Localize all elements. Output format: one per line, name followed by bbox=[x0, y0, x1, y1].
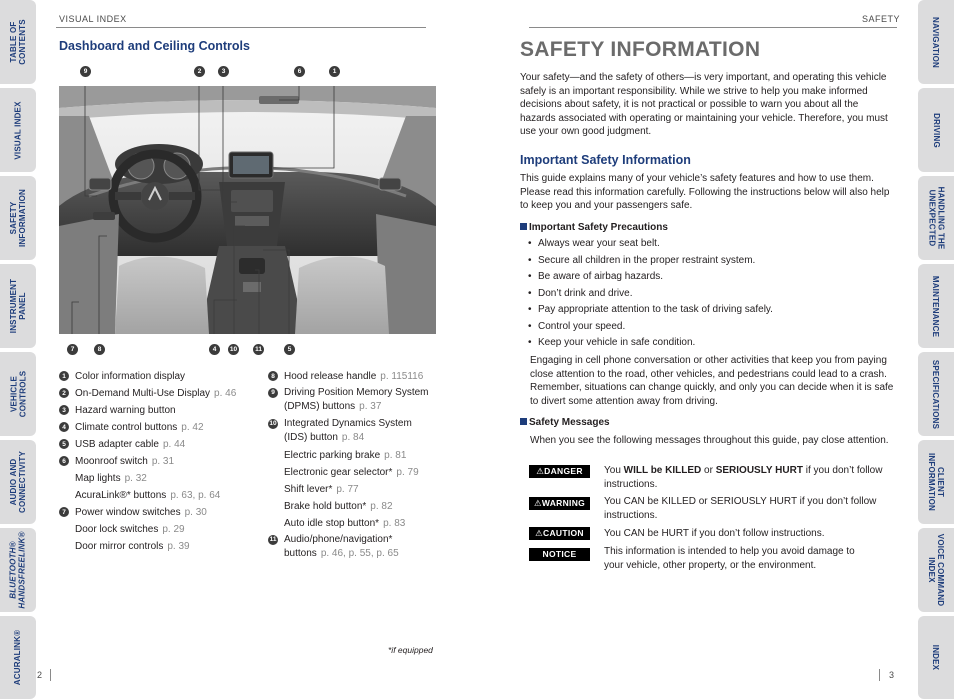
callout-5: 5 bbox=[284, 344, 295, 355]
legend-item: 9 Driving Position Memory System (DPMS) buttons p. 37 bbox=[268, 385, 436, 416]
danger-signal: ⚠ DANGER bbox=[529, 465, 590, 478]
legend-item: 1 Color information display bbox=[59, 368, 264, 385]
right-page-number-bar bbox=[879, 669, 880, 681]
legend-item: 8 Hood release handle p. 115116 bbox=[268, 368, 436, 385]
callout-6: 6 bbox=[294, 66, 305, 77]
list-item: • Control your speed. bbox=[520, 319, 900, 336]
list-item: • Secure all children in the proper restraint system. bbox=[520, 253, 900, 270]
tab-specifications[interactable]: SPECIFICATIONS bbox=[918, 352, 954, 436]
callout-8: 8 bbox=[94, 344, 105, 355]
tab-client-information[interactable]: CLIENT INFORMATION bbox=[918, 440, 954, 524]
tab-driving[interactable]: DRIVING bbox=[918, 88, 954, 172]
caution-text: You CAN be HURT if you don’t follow instructions. bbox=[604, 528, 825, 539]
left-page-number: 2 bbox=[37, 670, 43, 680]
precautions-heading: Important Safety Precautions bbox=[520, 222, 668, 233]
important-safety-title: Important Safety Information bbox=[520, 153, 691, 167]
footnote: *if equipped bbox=[388, 645, 433, 655]
list-item: • Keep your vehicle in safe condition. bbox=[520, 335, 900, 352]
tab-index[interactable]: INDEX bbox=[918, 616, 954, 699]
tab-voice-command-index[interactable]: VOICE COMMAND INDEX bbox=[918, 528, 954, 612]
legend-item: 10 Integrated Dynamics System (IDS) button p. 84 bbox=[269, 418, 412, 443]
list-item: • Be aware of airbag hazards. bbox=[520, 269, 900, 286]
tab-navigation[interactable]: NAVIGATION bbox=[918, 0, 954, 84]
legend-item: Door lock switches p. 29 bbox=[75, 524, 185, 535]
heading-marker bbox=[520, 418, 527, 425]
right-page-number: 3 bbox=[889, 670, 895, 680]
legend-item: 11 Audio/phone/navigation* buttons p. 46, p. 55, p. 65 bbox=[269, 534, 399, 559]
left-page-number-bar bbox=[50, 669, 51, 681]
legend-item: 5 USB adapter cable p. 44 bbox=[59, 436, 264, 453]
callout-9: 9 bbox=[80, 66, 91, 77]
legend-item: 6 Moonroof switch p. 31 bbox=[59, 453, 264, 470]
page-title: SAFETY INFORMATION bbox=[520, 38, 761, 61]
legend-item: Brake hold button* p. 82 bbox=[284, 501, 393, 512]
tab-acuralink[interactable]: ACURALINK® bbox=[0, 616, 36, 699]
tab-bluetooth-handsfreelink[interactable]: BLUETOOTH® HANDSFREELINK® bbox=[0, 528, 36, 612]
legend-item: Electric parking brake p. 81 bbox=[284, 450, 407, 461]
right-running-header: SAFETY bbox=[862, 14, 901, 24]
safety-messages-heading: Safety Messages bbox=[520, 417, 610, 428]
caution-signal: ⚠ CAUTION bbox=[529, 527, 590, 540]
legend-item: Electronic gear selector* p. 79 bbox=[284, 467, 419, 478]
precautions-list bbox=[520, 236, 900, 352]
list-item: • Always wear your seat belt. bbox=[520, 236, 900, 253]
legend-item: Map lights p. 32 bbox=[75, 473, 147, 484]
right-header-rule bbox=[529, 27, 897, 28]
left-running-header: VISUAL INDEX bbox=[59, 14, 127, 24]
heading-marker bbox=[520, 223, 527, 230]
section-intro: This guide explains many of your vehicle’s safety features and how to use them. Please read this information carefully. Following the instructions below will also help to keep you and your passengers safe. bbox=[520, 173, 890, 211]
dashboard-section-title: Dashboard and Ceiling Controls bbox=[59, 39, 250, 53]
messages-intro: When you see the following messages throughout this guide, pay close attention. bbox=[530, 435, 889, 446]
tab-table-of-contents[interactable]: TABLE OF CONTENTS bbox=[0, 0, 36, 84]
intro-paragraph: Your safety—and the safety of others—is very important, and operating this vehicle safely is an important responsibility. While we strive to help you make informed decisions about safety, it is not practical or possible to warn you about all the hazards associated with operating or maintaining your vehicle. Therefore, you must use your own good judgment. bbox=[520, 72, 888, 137]
tab-safety-information[interactable]: SAFETY INFORMATION bbox=[0, 176, 36, 260]
callout-2: 2 bbox=[194, 66, 205, 77]
danger-text: You WILL be KILLED or SERIOUSLY HURT if you don’t follow instructions. bbox=[604, 465, 883, 490]
legend-item: Door mirror controls p. 39 bbox=[75, 541, 190, 552]
right-chapter-tabs bbox=[918, 0, 954, 699]
callout-10: 10 bbox=[229, 346, 238, 353]
callout-11: 11 bbox=[253, 344, 264, 355]
legend-item: AcuraLink®* buttons p. 63, p. 64 bbox=[75, 490, 221, 501]
legend-item: Auto idle stop button* p. 83 bbox=[284, 518, 406, 529]
warning-signal: ⚠ WARNING bbox=[529, 497, 590, 510]
warning-triangle-icon: ⚠ bbox=[535, 527, 544, 538]
legend-column-1 bbox=[59, 368, 264, 555]
notice-text: This information is intended to help you avoid damage to your vehicle, other property, or the environment. bbox=[604, 546, 855, 571]
precautions-note: Engaging in cell phone conversation or other activities that keep you from paying close attention to the road, other vehicles, and pedestrians could lead to a crash. Remember, situations can change quickly, and only you can decide when it is safe to divert some attention away from driving. bbox=[530, 355, 894, 407]
list-item: • Don’t drink and drive. bbox=[520, 286, 900, 303]
legend-item: Shift lever* p. 77 bbox=[284, 484, 359, 495]
tab-visual-index[interactable]: VISUAL INDEX bbox=[0, 88, 36, 172]
legend-item: 4 Climate control buttons p. 42 bbox=[59, 419, 264, 436]
dashboard-illustration bbox=[59, 86, 436, 334]
notice-signal: NOTICE bbox=[529, 548, 590, 561]
list-item: • Pay appropriate attention to the task of driving safely. bbox=[520, 302, 900, 319]
tab-handling-the-unexpected[interactable]: HANDLING THE UNEXPECTED bbox=[918, 176, 954, 260]
legend-column-2 bbox=[268, 368, 436, 563]
tab-vehicle-controls[interactable]: VEHICLE CONTROLS bbox=[0, 352, 36, 436]
warning-triangle-icon: ⚠ bbox=[536, 465, 545, 476]
left-chapter-tabs bbox=[0, 0, 36, 699]
left-header-rule bbox=[56, 27, 426, 28]
tab-audio-and-connectivity[interactable]: AUDIO AND CONNECTIVITY bbox=[0, 440, 36, 524]
legend-item: 7 Power window switches p. 30 bbox=[59, 504, 264, 521]
legend-item: 3 Hazard warning button bbox=[59, 402, 264, 419]
tab-maintenance[interactable]: MAINTENANCE bbox=[918, 264, 954, 348]
callout-4: 4 bbox=[209, 344, 220, 355]
legend-item: 2 On-Demand Multi-Use Display p. 46 bbox=[59, 385, 264, 402]
callout-3: 3 bbox=[218, 66, 229, 77]
warning-triangle-icon: ⚠ bbox=[533, 497, 542, 508]
warning-text: You CAN be KILLED or SERIOUSLY HURT if you don’t follow instructions. bbox=[604, 496, 877, 521]
callout-7: 7 bbox=[67, 344, 78, 355]
tab-instrument-panel[interactable]: INSTRUMENT PANEL bbox=[0, 264, 36, 348]
callout-1: 1 bbox=[329, 66, 340, 77]
